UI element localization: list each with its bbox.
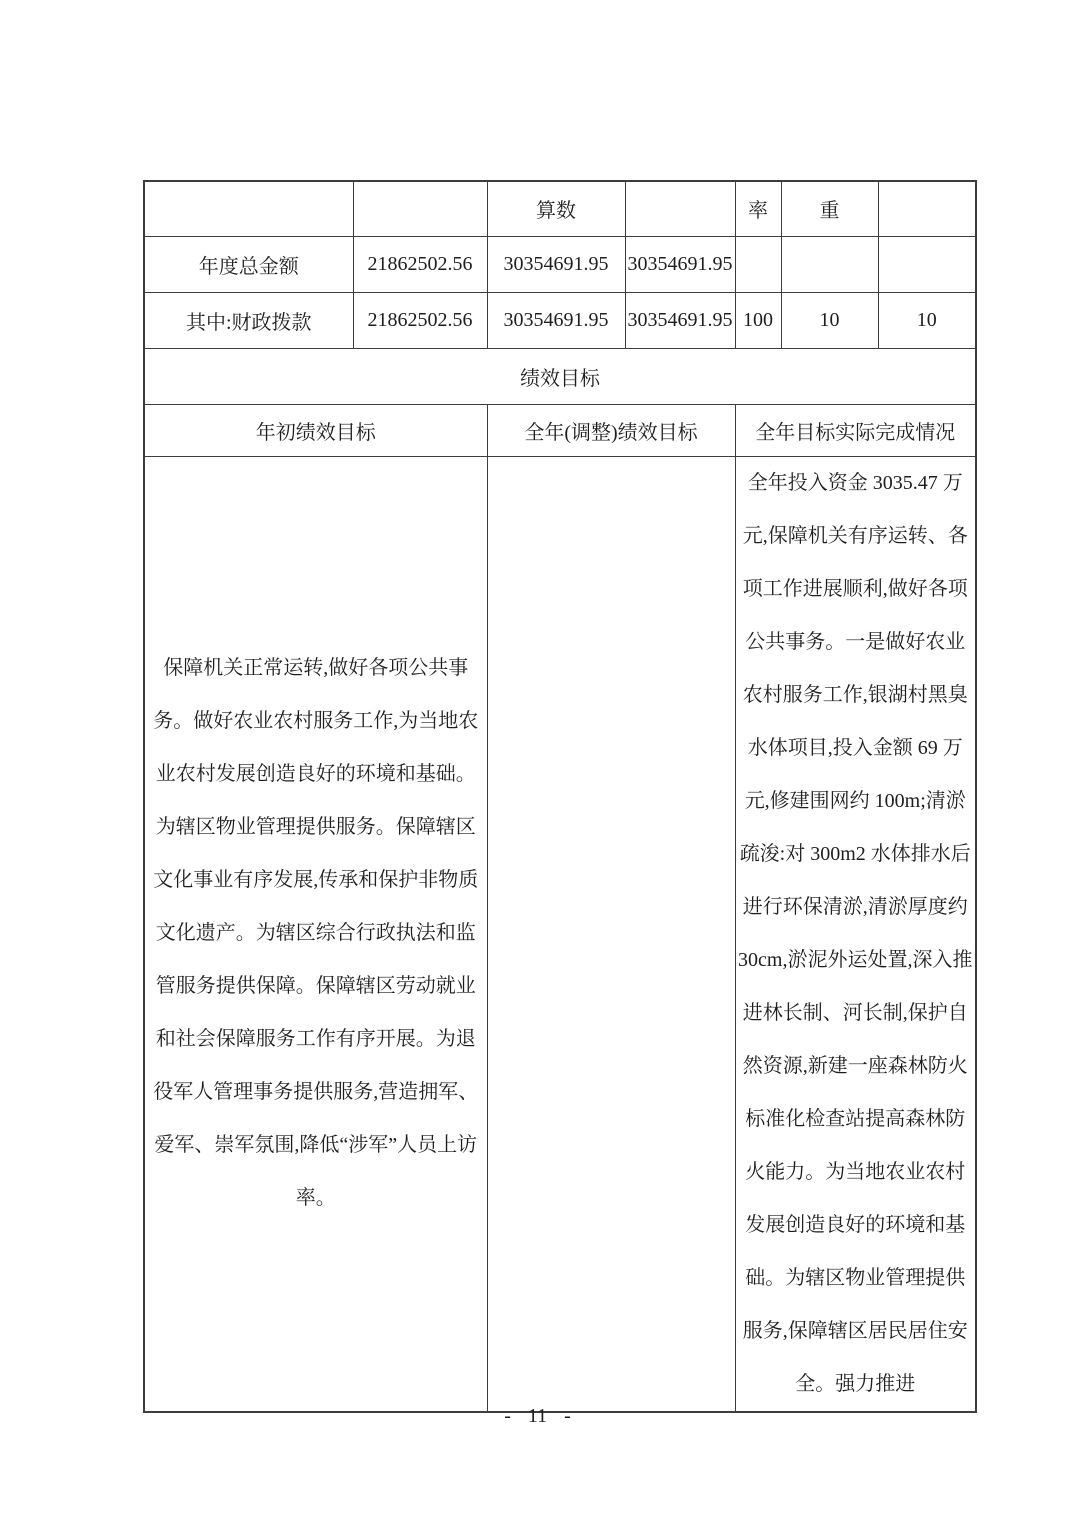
table-row-fiscal-appropriation <box>144 292 976 348</box>
annual-total-weight-2 <box>878 236 976 292</box>
fiscal-appropriation-rate: 100 <box>735 292 781 348</box>
fiscal-appropriation-value-2: 30354691.95 <box>487 292 625 348</box>
continued-header-cell-4 <box>625 181 735 236</box>
table-row-goal-headers <box>144 404 976 456</box>
goal-header-actual: 全年目标实际完成情况 <box>735 404 976 456</box>
continued-header-cell-7 <box>878 181 976 236</box>
annual-total-label: 年度总金额 <box>144 236 353 292</box>
fiscal-appropriation-value-1: 21862502.56 <box>353 292 487 348</box>
table-row-goal-body <box>144 456 976 1412</box>
continued-header-cell-zhong: 重 <box>781 181 878 236</box>
continued-header-cell-1 <box>144 181 353 236</box>
table-row-section-title <box>144 348 976 404</box>
annual-total-value-1: 21862502.56 <box>353 236 487 292</box>
goal-header-initial: 年初绩效目标 <box>144 404 487 456</box>
fiscal-appropriation-label: 其中:财政拨款 <box>144 292 353 348</box>
continued-header-cell-suanshu: 算数 <box>487 181 625 236</box>
fiscal-appropriation-value-3: 30354691.95 <box>625 292 735 348</box>
annual-total-rate <box>735 236 781 292</box>
goal-header-adjusted: 全年(调整)绩效目标 <box>487 404 735 456</box>
goal-initial-text: 保障机关正常运转,做好各项公共事务。做好农业农村服务工作,为当地农业农村发展创造良好的环境和基础。为辖区物业管理提供服务。保障辖区文化事业有序发展,传承和保护非物质文化遗产。为辖区综合行政执法和监管服务提供保障。保障辖区劳动就业和社会保障服务工作有序开展。为退役军人管理事务提供服务,营造拥军、爱军、崇军氛围,降低“涉军”人员上访率。 <box>144 456 487 1412</box>
continued-header-cell-2 <box>353 181 487 236</box>
page-number: - 11 - <box>504 1405 571 1427</box>
goal-actual-text: 全年投入资金 3035.47 万元,保障机关有序运转、各项工作进展顺利,做好各项公共事务。一是做好农业农村服务工作,银湖村黑臭水体项目,投入金额 69 万元,修建围网约 100m;清淤疏浚:对 300m2 水体排水后进行环保清淤,清淤厚度约 30cm,淤泥外运处置,深入推进林长制、河长制,保护自然资源,新建一座森林防火标准化检查站提高森林防火能力。为当地农业农村发展创造良好的环境和基础。为辖区物业管理提供服务,保障辖区居民居住安全。强力推进 <box>735 456 976 1412</box>
continued-header-cell-lv: 率 <box>735 181 781 236</box>
table-row-annual-total <box>144 236 976 292</box>
annual-total-value-2: 30354691.95 <box>487 236 625 292</box>
goal-adjusted-text <box>487 456 735 1412</box>
table-row-continued-header <box>144 181 976 236</box>
annual-total-value-3: 30354691.95 <box>625 236 735 292</box>
budget-performance-table <box>143 180 977 1413</box>
section-title-performance-goals: 绩效目标 <box>144 348 976 404</box>
annual-total-weight-1 <box>781 236 878 292</box>
fiscal-appropriation-weight-2: 10 <box>878 292 976 348</box>
fiscal-appropriation-weight-1: 10 <box>781 292 878 348</box>
